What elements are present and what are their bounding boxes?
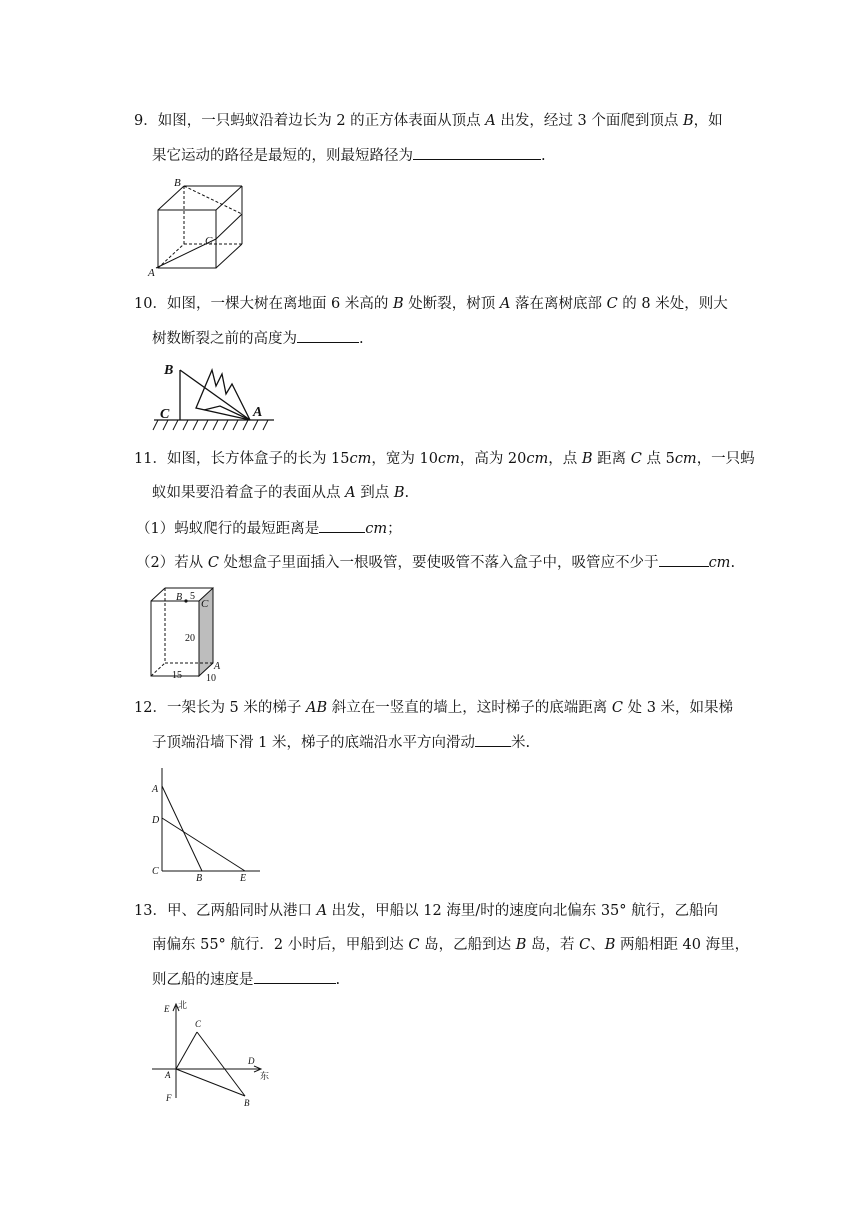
- q12-text: 一架长为 5 米的梯子: [166, 700, 307, 716]
- fig-label-B: B: [244, 1098, 250, 1108]
- q11-text: 到点: [355, 485, 394, 501]
- unit: cm: [437, 451, 460, 467]
- q11-text: ，宽为 10: [371, 451, 438, 467]
- q10-text: .: [359, 331, 364, 347]
- q11-text: .: [730, 555, 736, 571]
- q9-line1: [134, 111, 723, 131]
- fig-label-B: B: [176, 592, 183, 603]
- q11-text: .: [404, 485, 410, 501]
- point-label: B: [393, 485, 405, 501]
- fig-label-ten: 10: [206, 673, 216, 684]
- q10-text: 处断裂，树顶: [403, 296, 500, 312]
- q11-text: 蚁如果要沿着盒子的表面从点: [152, 485, 346, 501]
- fig-label-A: A: [253, 405, 263, 420]
- question-number: 10．: [134, 296, 167, 312]
- question-number: 12．: [134, 700, 167, 716]
- fig-label-C: C: [160, 407, 170, 422]
- ships-figure: [150, 998, 280, 1108]
- q9-text: .: [541, 148, 546, 164]
- q11-text: （2）若从: [136, 555, 208, 571]
- q11-text: ，一只蚂: [696, 451, 755, 467]
- fig-label-B: B: [196, 873, 203, 884]
- unit: cm: [708, 555, 731, 571]
- q11-text: （1）蚂蚁爬行的最短距离是: [136, 521, 320, 537]
- q10-text: 树数断裂之前的高度为: [152, 331, 297, 347]
- fig-label-F: F: [166, 1093, 172, 1103]
- q11-text: 距离: [592, 451, 631, 467]
- fig-label-five: 5: [190, 591, 195, 602]
- fig-label-D: D: [152, 815, 160, 826]
- q9-text: 果它运动的路径是最短的，则最短路径为: [152, 148, 413, 164]
- segment-label: AB: [306, 700, 328, 716]
- answer-blank[interactable]: [319, 518, 365, 533]
- answer-blank[interactable]: [475, 732, 511, 747]
- point-label: B: [682, 113, 694, 129]
- q13-text: .: [335, 972, 341, 988]
- q11-text: ，点: [548, 451, 582, 467]
- unit: cm: [526, 451, 549, 467]
- q11-text: ，高为 20: [459, 451, 527, 467]
- point-label: C: [630, 451, 642, 467]
- answer-blank[interactable]: [254, 969, 336, 984]
- q11-part2: [136, 552, 735, 573]
- q10-line2: [152, 328, 364, 349]
- q13-text: 岛，乙船到达: [419, 937, 516, 953]
- point-label: A: [316, 903, 328, 919]
- point-label: A: [499, 296, 511, 312]
- fig-label-B: B: [174, 177, 181, 189]
- fig-label-A: A: [214, 661, 221, 672]
- unit: cm: [365, 521, 388, 537]
- point-label: A: [485, 113, 496, 129]
- q11-text: 处想盒子里面插入一根吸管，要使吸管不落入盒子中，吸管应不少于: [218, 555, 659, 571]
- q9-text: ，如: [693, 113, 723, 129]
- q13-line1: [134, 901, 718, 921]
- q13-text: 则乙船的速度是: [152, 972, 254, 988]
- fig-label-north: 北: [178, 1000, 188, 1010]
- q12-line1: [134, 698, 733, 718]
- q12-line2: [152, 732, 530, 753]
- fig-label-C: C: [195, 1019, 202, 1029]
- q13-text: 、: [590, 937, 605, 953]
- fig-label-east: 东: [260, 1071, 270, 1081]
- q11-part1: [136, 518, 402, 539]
- q10-text: 落在离树底部: [510, 296, 607, 312]
- fig-label-C: C: [152, 866, 159, 877]
- point-label: C: [579, 937, 591, 953]
- point-label: C: [611, 700, 623, 716]
- point-label: C: [408, 937, 420, 953]
- fig-label-C: C: [205, 235, 213, 247]
- fig-label-twenty: 20: [185, 633, 195, 644]
- tree-figure: [150, 360, 280, 435]
- answer-blank[interactable]: [659, 552, 709, 567]
- q13-text: 两船相距 40 海里，: [615, 937, 750, 953]
- question-number: 13．: [134, 903, 167, 919]
- q12-text: 米.: [510, 735, 531, 751]
- unit: cm: [349, 451, 372, 467]
- q13-line3: [152, 969, 340, 990]
- point-label: C: [606, 296, 618, 312]
- answer-blank[interactable]: [297, 328, 359, 343]
- fig-label-D: D: [248, 1056, 255, 1066]
- q12-text: 子顶端沿墙下滑 1 米，梯子的底端沿水平方向滑动: [152, 735, 475, 751]
- cube-figure: [148, 176, 248, 279]
- point-label: B: [393, 296, 404, 312]
- q13-text: 南偏东 55° 航行．2 小时后，甲船到达: [152, 937, 409, 953]
- q9-text: 如图，一只蚂蚁沿着边长为 2 的正方体表面从顶点: [157, 113, 486, 129]
- q13-line2: [152, 935, 749, 955]
- point-label: A: [345, 485, 356, 501]
- point-label: B: [581, 451, 593, 467]
- q12-text: 斜立在一竖直的墙上，这时梯子的底端距离: [327, 700, 612, 716]
- q11-line2: [152, 483, 409, 503]
- unit: cm: [674, 451, 697, 467]
- q11-text: 点 5: [641, 451, 675, 467]
- q10-text: 如图，一棵大树在离地面 6 米高的: [166, 296, 394, 312]
- fig-label-C: C: [201, 598, 209, 610]
- point-label: B: [604, 937, 616, 953]
- fig-label-E: E: [240, 873, 247, 884]
- q13-text: 出发，甲船以 12 海里/时的速度向北偏东 35° 航行，乙船向: [327, 903, 719, 919]
- fig-label-fifteen: 15: [172, 670, 182, 681]
- fig-label-B: B: [164, 363, 174, 378]
- q9-line2: [152, 145, 546, 166]
- q10-text: 的 8 米处，则大: [617, 296, 728, 312]
- q11-text: 如图，长方体盒子的长为 15: [166, 451, 350, 467]
- fig-label-E: E: [164, 1004, 170, 1014]
- fig-label-A: A: [165, 1070, 171, 1080]
- box-figure: [146, 585, 231, 685]
- q12-text: 处 3 米，如果梯: [622, 700, 734, 716]
- point-label: C: [207, 555, 219, 571]
- point-B-dot: [184, 599, 187, 602]
- q11-line1: [134, 449, 755, 469]
- q9-text: 出发，经过 3 个面爬到顶点: [495, 113, 683, 129]
- q13-text: 甲、乙两船同时从港口: [166, 903, 317, 919]
- q13-text: 岛，若: [526, 937, 580, 953]
- q10-line1: [134, 294, 728, 314]
- point-label: B: [515, 937, 527, 953]
- answer-blank[interactable]: [413, 145, 541, 160]
- fig-label-A: A: [152, 784, 159, 795]
- ladder-figure: [150, 766, 270, 884]
- fig-label-A: A: [148, 267, 155, 279]
- q11-text: ；: [387, 521, 402, 537]
- question-number: 11．: [134, 451, 167, 467]
- question-number: 9．: [134, 113, 158, 129]
